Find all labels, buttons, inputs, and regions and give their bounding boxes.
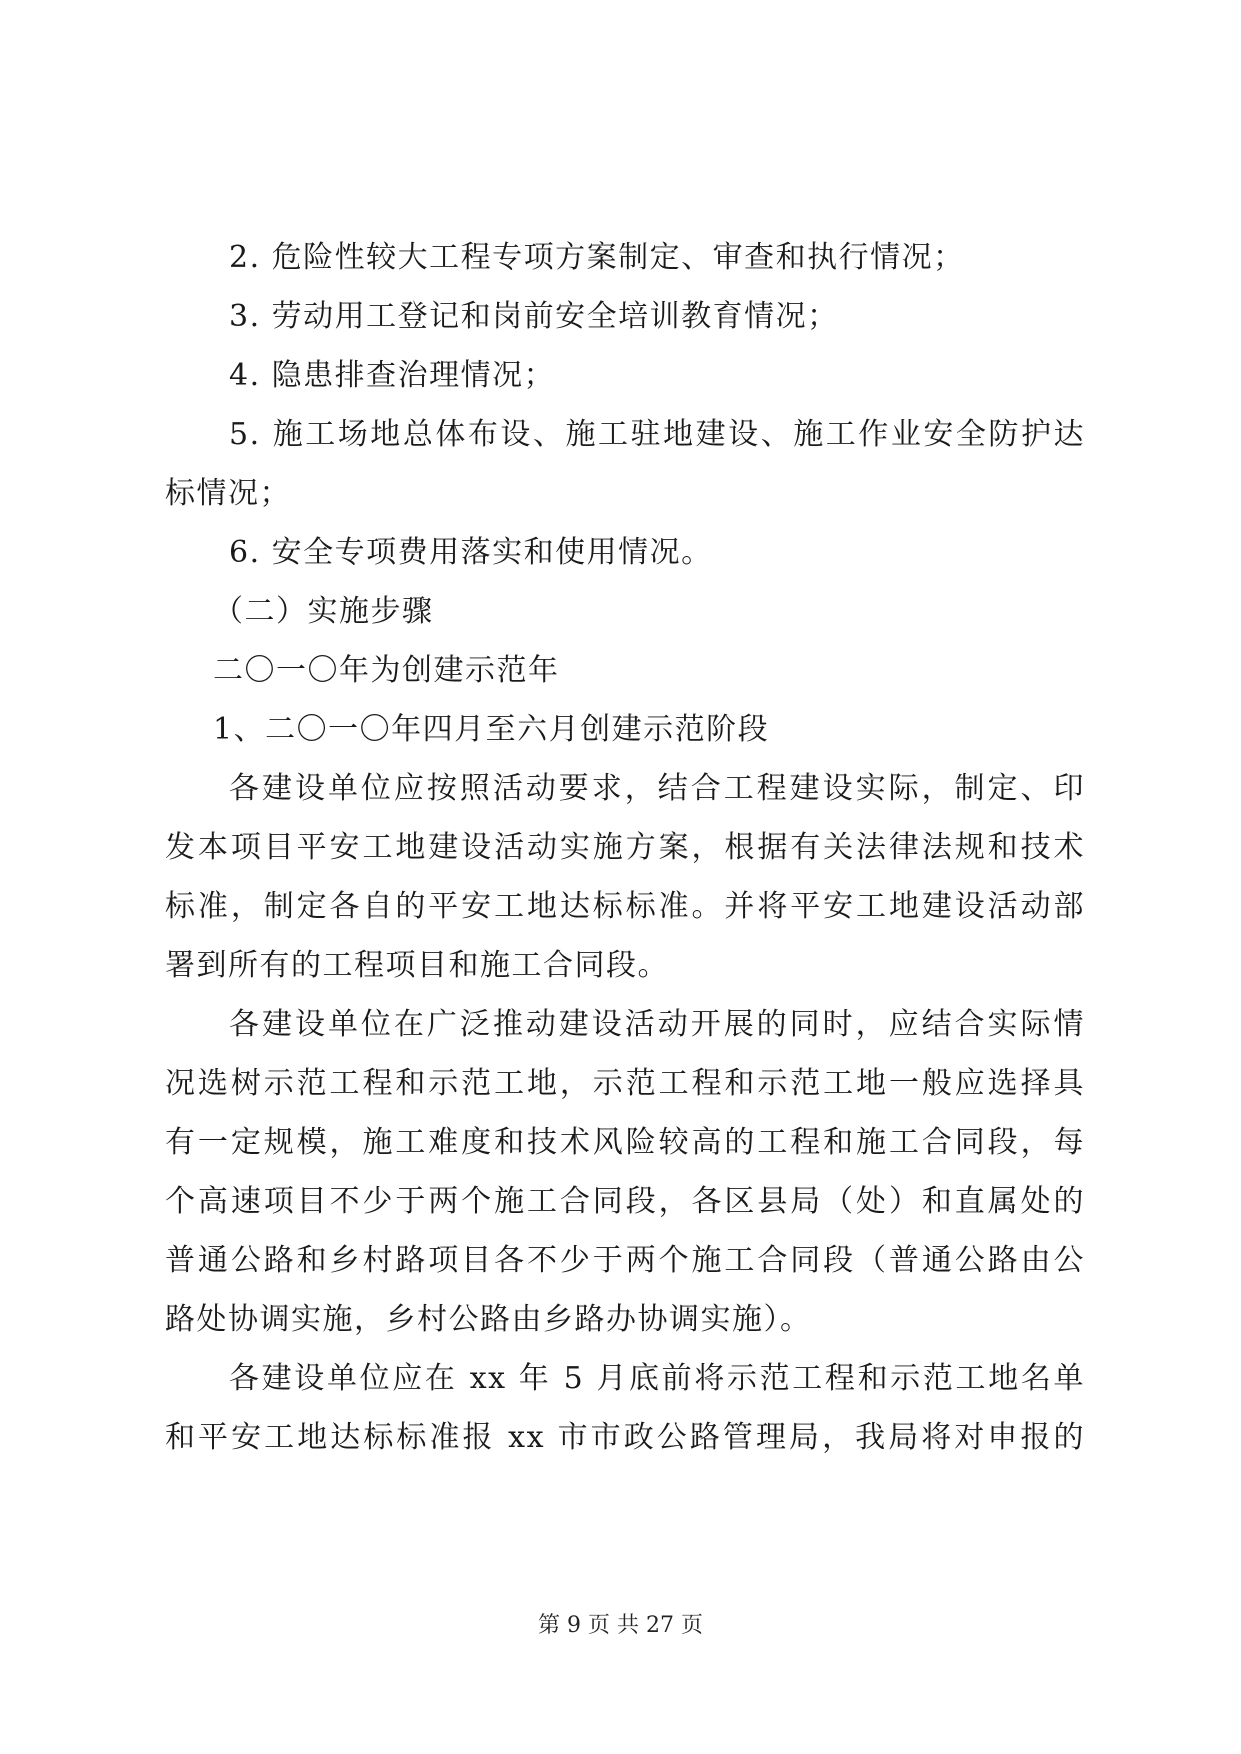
paragraph-2-line-5: 普通公路和乡村路项目各不少于两个施工合同段（普通公路由公 <box>165 1243 1085 1278</box>
paragraph-1-line-2: 发本项目平安工地建设活动实施方案，根据有关法律法规和技术 <box>165 830 1085 865</box>
list-item-6: 6. 安全专项费用落实和使用情况。 <box>229 535 713 570</box>
year-heading: 二〇一〇年为创建示范年 <box>213 653 560 688</box>
list-item-5-line-2: 标情况； <box>165 476 291 511</box>
list-item-5-line-1: 5. 施工场地总体布设、施工驻地建设、施工作业安全防护达 <box>229 417 1085 452</box>
list-item-4: 4. 隐患排查治理情况； <box>229 358 556 393</box>
document-body <box>165 228 1085 1467</box>
list-item-3: 3. 劳动用工登记和岗前安全培训教育情况； <box>229 299 839 334</box>
stage-heading: 1、二〇一〇年四月至六月创建示范阶段 <box>213 712 770 747</box>
paragraph-1-line-1: 各建设单位应按照活动要求，结合工程建设实际，制定、印 <box>229 771 1085 806</box>
paragraph-2-line-6: 路处协调实施，乡村公路由乡路办协调实施）。 <box>165 1302 812 1337</box>
paragraph-3-line-1: 各建设单位应在 xx 年 5 月底前将示范工程和示范工地名单 <box>229 1361 1085 1396</box>
section-heading-implementation-steps: （二）实施步骤 <box>213 594 434 629</box>
paragraph-1-line-3: 标准，制定各自的平安工地达标标准。并将平安工地建设活动部 <box>165 889 1085 924</box>
list-item-2: 2. 危险性较大工程专项方案制定、审查和执行情况； <box>229 240 965 275</box>
page-number-footer: 第 9 页 共 27 页 <box>538 1613 703 1638</box>
paragraph-2-line-3: 有一定规模，施工难度和技术风险较高的工程和施工合同段，每 <box>165 1125 1085 1160</box>
paragraph-2-line-4: 个高速项目不少于两个施工合同段，各区县局（处）和直属处的 <box>165 1184 1085 1219</box>
paragraph-3-line-2: 和平安工地达标标准报 xx 市市政公路管理局，我局将对申报的 <box>165 1420 1085 1455</box>
paragraph-1-line-4: 署到所有的工程项目和施工合同段。 <box>165 948 669 983</box>
paragraph-2-line-2: 况选树示范工程和示范工地，示范工程和示范工地一般应选择具 <box>165 1066 1085 1101</box>
paragraph-2-line-1: 各建设单位在广泛推动建设活动开展的同时，应结合实际情 <box>229 1007 1085 1042</box>
